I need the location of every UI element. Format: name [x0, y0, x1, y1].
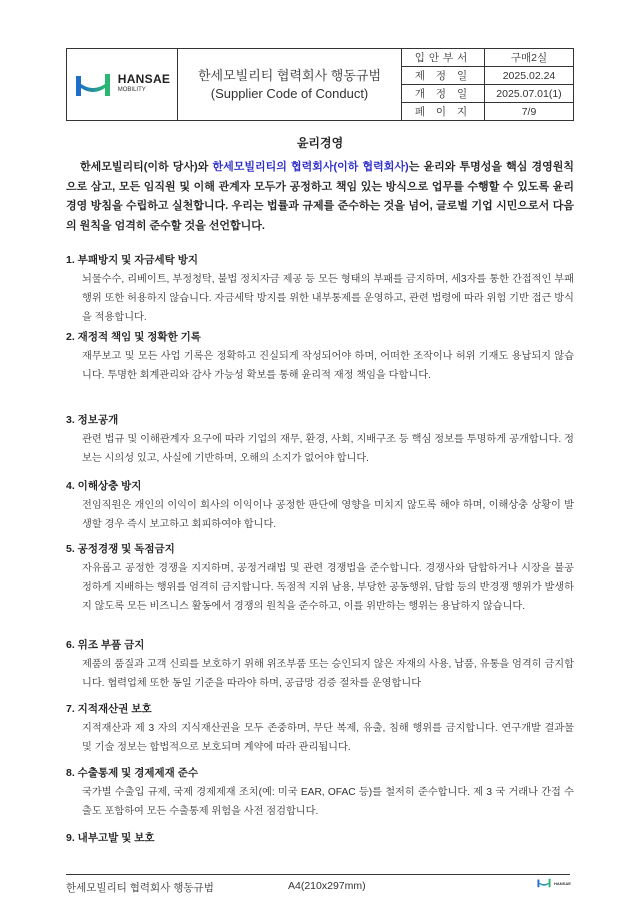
- page-title: 윤리경영: [296, 136, 344, 150]
- section-heading: 2. 재정적 책임 및 정확한 기록: [66, 331, 201, 343]
- logo-brand: HANSAE: [117, 72, 171, 86]
- section-1: [66, 252, 574, 327]
- section-heading: 7. 지적재산권 보호: [66, 703, 152, 715]
- value-page: 7/9: [485, 103, 574, 121]
- section-body: 자유롭고 공정한 경쟁을 지지하며, 공정거래법 및 관련 경쟁법을 준수합니다. 경쟁사와 담합하거나 시장을 불공정하게 지배하는 행위를 엄격히 금지합니다. 독점적 지위 남용, 부당한 공동행위, 담합 등의 반경쟁 행위가 발생하지 않도록 모든 비즈니스 활동에서 경쟁의 원칙을 준수하고, 이를 위반하는 행위는 용납하지 않습니다.: [82, 563, 574, 612]
- section-7: [66, 701, 574, 757]
- section-body: 제품의 품질과 고객 신뢰를 보호하기 위해 위조부품 또는 승인되지 않은 자재의 사용, 납품, 유통을 엄격히 금지합니다. 협력업체 또한 동일 기준을 따라야 하며, 공급망 검증 절차를 운영합니다: [82, 659, 574, 689]
- intro-highlight: 한세모빌리티의 협력회사(이하 협력회사): [212, 161, 409, 173]
- section-body: 뇌물수수, 리베이트, 부정청탁, 불법 정치자금 제공 등 모든 형태의 부패를 금지하며, 세3자를 통한 간접적인 부패 행위 또한 허용하지 않습니다. 자금세탁 방지를 위한 내부통제를 운영하고, 관련 법령에 따라 위험 기반 접근 방식을 적용합니다.: [82, 274, 574, 323]
- title-ko: 한세모빌리티 협력회사 행동규범: [197, 67, 382, 83]
- footer-paper-size: A4(210x297mm): [288, 880, 366, 892]
- value-department: 구매2실: [485, 49, 574, 67]
- section-body: 지적재산과 제 3 자의 지식재산권을 모두 존중하며, 무단 복제, 유출, 침해 행위를 금지합니다. 연구개발 결과물 및 기술 정보는 합법적으로 보호되며 계약에 따라 관리됩니다.: [82, 723, 574, 753]
- section-heading: 4. 이해상충 방지: [66, 480, 142, 492]
- section-heading: 1. 부패방지 및 자금세탁 방지: [66, 254, 198, 266]
- logo-cell: [67, 49, 178, 121]
- label-enacted: 제 정 일: [402, 67, 485, 85]
- section-heading: 5. 공정경쟁 및 독점금지: [66, 543, 175, 555]
- hansae-logo-icon: [74, 72, 112, 98]
- section-5: [66, 541, 574, 616]
- logo-sub: MOBILITY: [117, 87, 146, 93]
- value-revised: 2025.07.01(1): [485, 85, 574, 103]
- section-heading: 3. 정보공개: [66, 414, 119, 426]
- document-header-table: [66, 48, 574, 121]
- section-body: 전임직원은 개인의 이익이 회사의 이익이나 공정한 판단에 영향을 미치지 않도록 해야 하며, 이해상충 상황이 발생할 경우 즉시 보고하고 회피하여야 합니다.: [82, 500, 574, 530]
- section-body: 재무보고 및 모든 사업 기록은 정확하고 진실되게 작성되어야 하며, 어떠한 조작이나 허위 기재도 용납되지 않습니다. 투명한 회계관리와 감사 가능성 확보를 통해 윤리적 재정 책임을 다합니다.: [82, 351, 574, 381]
- intro-part2: 는 윤리와 투명성을 핵심 경영원칙으로 삼고, 모든 임직원 및 이해 관계자 모두가 공정하고 책임 있는 방식으로 업무를 수행할 수 있도록 윤리경영 방침을 수립하고 실천합니다. 우리는 법률과 규제를 준수하는 것을 넘어, 글로벌 기업 시민으로서 다음의 원칙을 엄격히 준수할 것을 선언합니다.: [66, 161, 574, 232]
- section-2: [66, 329, 574, 385]
- intro-paragraph: [66, 158, 574, 236]
- section-heading: 9. 내부고발 및 보호: [66, 832, 155, 844]
- title-en: (Supplier Code of Conduct): [210, 85, 369, 101]
- label-revised: 개 정 일: [402, 85, 485, 103]
- footer-logo-text: HANSAE: [554, 880, 571, 886]
- section-6: [66, 637, 574, 693]
- section-body: 국가별 수출입 규제, 국제 경제제재 조치(예: 미국 EAR, OFAC 등)를 철저히 준수합니다. 제 3 국 거래나 간접 수출도 포함하여 모든 수출통제 위험을 사전 점검합니다.: [82, 787, 574, 817]
- section-heading: 6. 위조 부품 금지: [66, 639, 145, 651]
- section-9: [66, 830, 574, 846]
- section-3: [66, 412, 574, 468]
- intro-part1: 한세모빌리티(이하 당사)와: [80, 161, 213, 173]
- footer-doc-name: 한세모빌리티 협력회사 행동규범: [66, 882, 214, 894]
- document-title-cell: [178, 49, 402, 121]
- footer-logo-icon: [536, 878, 552, 888]
- label-page: 페 이 지: [402, 103, 485, 121]
- section-8: [66, 765, 574, 821]
- section-body: 관련 법규 및 이해관계자 요구에 따라 기업의 재무, 환경, 사회, 지배구조 등 핵심 정보를 투명하게 공개합니다. 정보는 시의성 있고, 사실에 기반하며, 오해의 소지가 없어야 합니다.: [82, 434, 574, 464]
- footer-logo: [536, 878, 571, 888]
- hansae-logo: [67, 72, 177, 98]
- footer-divider: [66, 874, 570, 875]
- section-heading: 8. 수출통제 및 경제제재 준수: [66, 767, 198, 779]
- section-4: [66, 478, 574, 534]
- label-department: 입안부서: [402, 49, 485, 67]
- value-enacted: 2025.02.24: [485, 67, 574, 85]
